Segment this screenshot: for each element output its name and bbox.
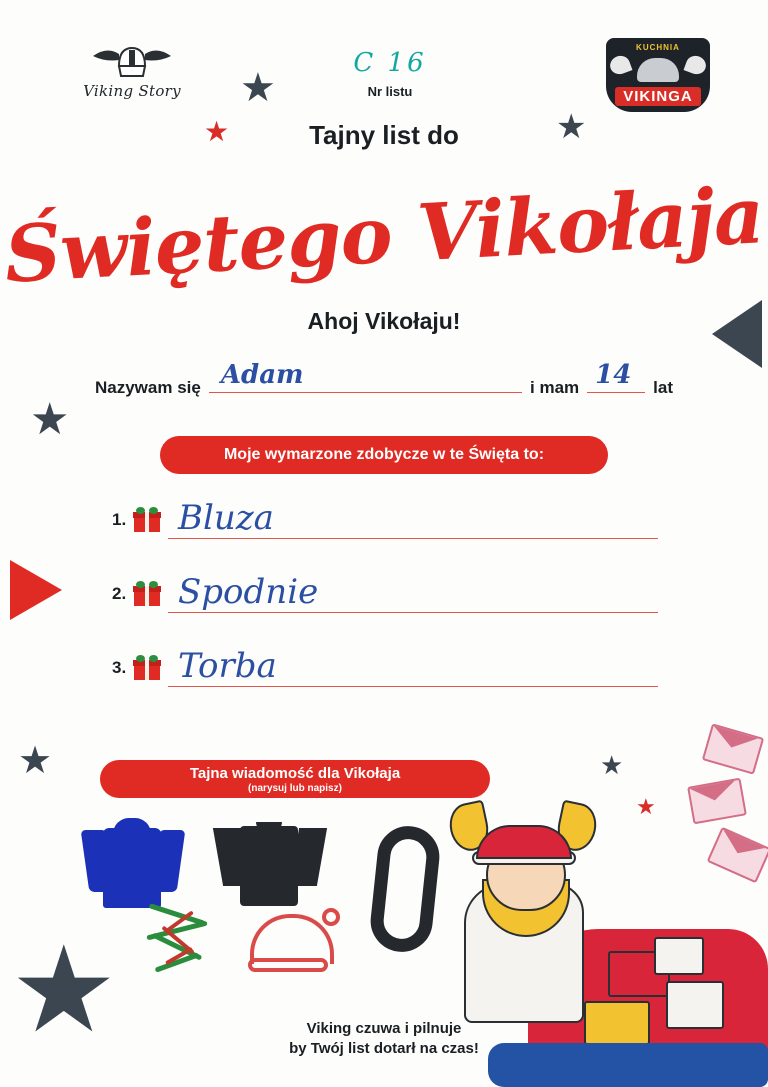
logo-badge: [606, 38, 710, 112]
wishes-banner-label: Moje wymarzone zdobycze w te Święta to:: [223, 446, 545, 463]
title-small: Tajny list do: [309, 120, 459, 150]
wish-number: 3.: [112, 658, 127, 677]
wish-value: Spodnie: [178, 571, 319, 612]
wish-value: Bluza: [178, 497, 274, 538]
wish-field-3[interactable]: [168, 645, 658, 687]
star-icon: ★: [600, 750, 624, 780]
wish-field-1[interactable]: [168, 497, 658, 539]
gift-icon: [134, 582, 160, 606]
letter-number-label: Nr listu: [367, 84, 413, 99]
name-field[interactable]: [209, 360, 522, 393]
gift-icon: [134, 656, 160, 680]
greeting-text: Ahoj Vikołaju!: [307, 308, 461, 334]
helmet-icon: [637, 58, 679, 82]
kuchnia-vikinga-logo: [606, 38, 710, 112]
viking-story-wordmark: Viking Story: [83, 82, 181, 100]
name-age-row: [95, 360, 673, 400]
winged-helmet-icon: [89, 38, 175, 80]
kuchnia-label: KUCHNIA: [636, 43, 680, 52]
star-icon: ★: [240, 66, 276, 110]
letter-number-block: [330, 48, 450, 99]
age-suffix: lat: [653, 378, 673, 397]
wish-row: [112, 494, 658, 546]
age-field[interactable]: [587, 360, 645, 393]
star-icon: ★: [18, 740, 53, 782]
viking-story-logo: [72, 38, 192, 100]
letter-number-value: C 16: [353, 48, 427, 78]
age-value: 14: [595, 360, 632, 390]
santa-hat-drawing: [246, 908, 342, 990]
star-icon: ★: [636, 794, 656, 819]
wish-number: 1.: [112, 510, 127, 529]
footer-text: [0, 1019, 768, 1060]
horn-left-icon: [608, 53, 633, 77]
wish-row: [112, 568, 658, 620]
star-icon: ★: [204, 116, 230, 147]
name-label: Nazywam się: [95, 378, 201, 397]
name-value: Adam: [220, 360, 304, 390]
horn-right-icon: [684, 53, 709, 77]
tree-drawing: [140, 908, 218, 984]
footer-line-1: Viking czuwa i pilnuje: [306, 1019, 462, 1037]
gift-box: [654, 937, 704, 975]
star-icon: ★: [10, 923, 118, 1057]
sweater-drawing: [218, 818, 322, 910]
secret-banner-sublabel: (narysuj lub napisz): [248, 782, 342, 794]
wish-field-2[interactable]: [168, 571, 658, 613]
hoodie-drawing: [85, 818, 181, 913]
bag-drawing: [368, 826, 446, 956]
decorative-arrow-left: [10, 560, 62, 620]
page-title: Świętego Vikołaja: [2, 170, 766, 301]
star-icon: ★: [556, 108, 587, 146]
wishes-banner: [160, 436, 608, 474]
star-icon: ★: [30, 395, 70, 444]
vikinga-label: VIKINGA: [615, 87, 701, 106]
secret-banner-label: Tajna wiadomość dla Vikołaja: [189, 764, 401, 782]
gift-icon: [134, 508, 160, 532]
wish-value: Torba: [178, 645, 277, 686]
footer-line-2: by Twój list dotarł na czas!: [289, 1039, 479, 1057]
wish-row: [112, 642, 658, 694]
age-label: i mam: [530, 378, 580, 397]
wish-number: 2.: [112, 584, 127, 603]
secret-message-banner: [100, 760, 490, 798]
